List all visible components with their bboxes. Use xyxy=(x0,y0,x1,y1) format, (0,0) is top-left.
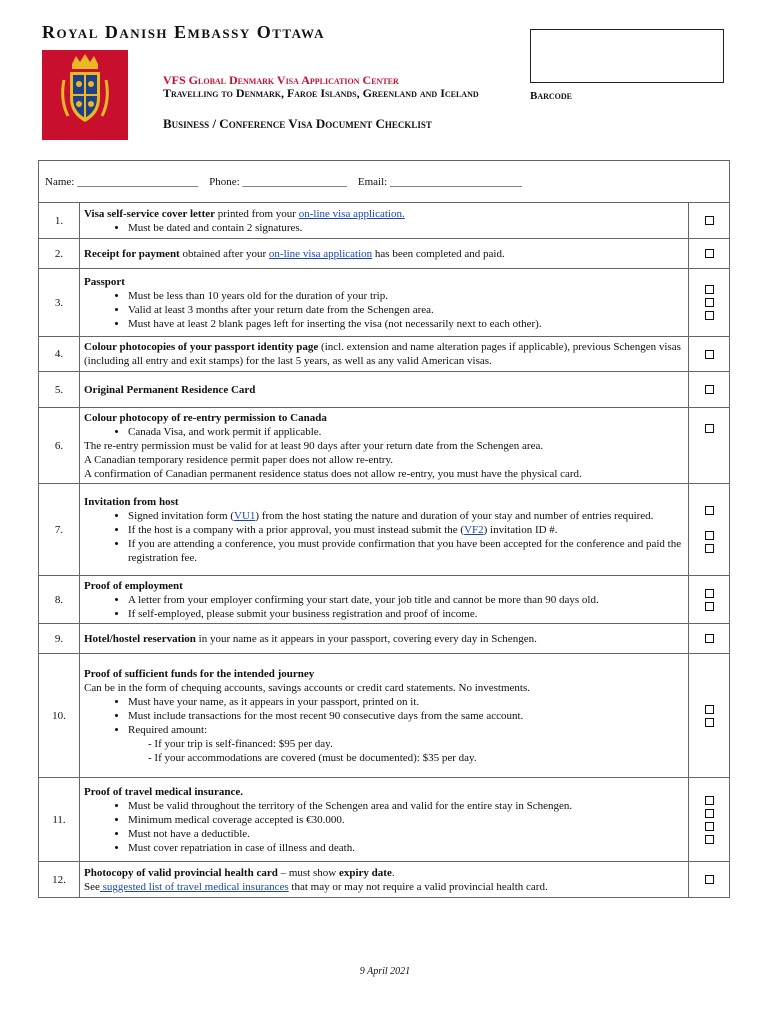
checkbox[interactable] xyxy=(705,718,714,727)
item-text: printed from your xyxy=(215,207,299,220)
row-number: 7. xyxy=(39,484,80,576)
expiry-date-label: expiry date xyxy=(338,866,392,879)
list-item: • Minimum medical coverage accepted is €30.000. xyxy=(128,813,684,827)
item-title: Proof of sufficient funds for the intended journey xyxy=(84,667,315,680)
table-row xyxy=(39,269,730,337)
table-row xyxy=(39,576,730,624)
checkbox[interactable] xyxy=(705,216,714,225)
item-title: Receipt for payment xyxy=(84,247,180,260)
item-text: Signed invitation form ( xyxy=(128,509,235,522)
item-title: Passport xyxy=(84,275,125,288)
item-title: Colour photocopies of your passport identity page xyxy=(84,341,319,353)
checkbox[interactable] xyxy=(705,809,714,818)
item-text: has been completed and paid. xyxy=(372,247,505,260)
item-title: Visa self-service cover letter xyxy=(84,207,216,220)
row-number: 12. xyxy=(39,862,80,898)
online-visa-application-link[interactable]: on-line visa application. xyxy=(298,207,405,220)
list-item xyxy=(128,523,684,537)
table-row xyxy=(39,484,730,576)
checkbox[interactable] xyxy=(705,602,714,611)
email-field[interactable]: Email: ________________________ xyxy=(357,175,522,188)
table-row xyxy=(39,239,730,269)
item-text: Can be in the form of chequing accounts, savings accounts or credit card statements. No investments. xyxy=(84,681,530,694)
row-number: 5. xyxy=(39,372,80,408)
list-item: • Must have at least 2 blank pages left for inserting the visa (not necessarily next to each other). xyxy=(128,317,684,331)
item-text: obtained after your xyxy=(179,247,269,260)
checkbox[interactable] xyxy=(705,544,714,553)
embassy-title: Royal Danish Embassy Ottawa xyxy=(42,22,325,42)
checkbox[interactable] xyxy=(705,506,714,515)
checkbox[interactable] xyxy=(705,285,714,294)
list-item: • If self-employed, please submit your business registration and proof of income. xyxy=(128,607,684,621)
online-visa-application-link[interactable]: on-line visa application xyxy=(268,247,373,260)
barcode-label: Barcode xyxy=(530,90,573,102)
vfs-travel-destinations: Travelling to Denmark, Faroe Islands, Greenland and Iceland xyxy=(163,86,479,100)
row-number: 10. xyxy=(39,654,80,778)
list-item: • Must be dated and contain 2 signatures. xyxy=(128,221,684,235)
table-row xyxy=(39,408,730,484)
list-item: • A letter from your employer confirming your start date, your job title and cannot be more than 90 days old. xyxy=(128,593,684,607)
list-item: - If your trip is self-financed: $95 per day. xyxy=(148,737,684,751)
item-text: in your name as it appears in your passport, covering every day in Schengen. xyxy=(195,632,537,645)
list-item: • Must cover repatriation in case of illness and death. xyxy=(128,841,684,855)
list-item xyxy=(128,509,684,523)
list-item: • Must not have a deductible. xyxy=(128,827,684,841)
table-row xyxy=(39,372,730,408)
table-row xyxy=(39,654,730,778)
item-title: Proof of travel medical insurance. xyxy=(84,785,243,798)
list-item: • Canada Visa, and work permit if applicable. xyxy=(128,425,684,439)
checkbox[interactable] xyxy=(705,796,714,805)
item-text: ) invitation ID #. xyxy=(483,523,558,536)
phone-field[interactable]: Phone: ___________________ xyxy=(209,175,347,188)
row-number: 11. xyxy=(39,778,80,862)
item-title: Proof of employment xyxy=(84,579,183,592)
item-title: Original Permanent Residence Card xyxy=(84,383,256,396)
checkbox[interactable] xyxy=(705,634,714,643)
checkbox[interactable] xyxy=(705,385,714,394)
item-text: See xyxy=(84,880,100,893)
item-text: (incl. extension and name alteration pages if applicable), previous Schengen visas (including all entry and exit stamps) for the last 5 years, as well as any valid American visas. xyxy=(84,341,681,367)
table-row xyxy=(39,624,730,654)
list-item: • If you are attending a conference, you must provide confirmation that you have been accepted for the conference and paid the registration fee. xyxy=(128,537,684,565)
list-item: • Must include transactions for the most recent 90 consecutive days from the same account. xyxy=(128,709,684,723)
list-item: • Must be less than 10 years old for the duration of your trip. xyxy=(128,289,684,303)
table-row xyxy=(39,862,730,898)
row-number: 6. xyxy=(39,408,80,484)
travel-insurance-list-link[interactable]: suggested list of travel medical insurances xyxy=(99,880,289,893)
item-text: The re-entry permission must be valid for at least 90 days after your return date from the Schengen area. xyxy=(84,439,544,452)
item-text: If the host is a company with a prior approval, you must instead submit the ( xyxy=(128,523,465,536)
checkbox[interactable] xyxy=(705,531,714,540)
table-row xyxy=(39,778,730,862)
item-text: ) from the host stating the nature and duration of your stay and number of entries required. xyxy=(255,509,654,522)
checkbox[interactable] xyxy=(705,822,714,831)
list-item: • Must be valid throughout the territory of the Schengen area and valid for the entire stay in Schengen. xyxy=(128,799,684,813)
item-title: Colour photocopy of re-entry permission to Canada xyxy=(84,411,327,424)
row-number: 4. xyxy=(39,337,80,372)
danish-coat-of-arms-logo xyxy=(42,50,128,140)
table-row xyxy=(39,203,730,239)
row-number: 1. xyxy=(39,203,80,239)
list-item: • Valid at least 3 months after your return date from the Schengen area. xyxy=(128,303,684,317)
checkbox[interactable] xyxy=(705,705,714,714)
checkbox[interactable] xyxy=(705,835,714,844)
vf2-form-link[interactable]: VF2 xyxy=(464,523,484,536)
barcode-box xyxy=(530,29,724,83)
checkbox[interactable] xyxy=(705,311,714,320)
row-number: 8. xyxy=(39,576,80,624)
row-number: 2. xyxy=(39,239,80,269)
checkbox[interactable] xyxy=(705,589,714,598)
item-text: that may or may not require a valid provincial health card. xyxy=(288,880,548,893)
item-title: Invitation from host xyxy=(84,495,179,508)
list-item: • Required amount: xyxy=(128,723,684,737)
checkbox[interactable] xyxy=(705,298,714,307)
name-field[interactable]: Name: ______________________ xyxy=(45,175,199,188)
checklist-title: Business / Conference Visa Document Checklist xyxy=(163,116,432,131)
row-number: 3. xyxy=(39,269,80,337)
list-item: - If your accommodations are covered (must be documented): $35 per day. xyxy=(148,751,684,765)
checkbox[interactable] xyxy=(705,875,714,884)
item-title: Hotel/hostel reservation xyxy=(84,632,196,645)
item-text: – must show xyxy=(277,866,339,879)
checkbox[interactable] xyxy=(705,350,714,359)
item-title: Photocopy of valid provincial health card xyxy=(84,866,278,879)
vu1-form-link[interactable]: VU1 xyxy=(234,509,256,522)
document-date: 9 April 2021 xyxy=(359,966,411,977)
checklist-table xyxy=(38,160,730,898)
contact-row xyxy=(39,161,730,203)
checkbox[interactable] xyxy=(705,249,714,258)
item-text: . xyxy=(391,866,395,879)
vfs-center-name: VFS Global Denmark Visa Application Center xyxy=(163,73,399,87)
item-text: A Canadian temporary residence permit paper does not allow re-entry. xyxy=(84,453,394,466)
list-item: • Must have your name, as it appears in your passport, printed on it. xyxy=(128,695,684,709)
item-text: A confirmation of Canadian permanent residence status does not allow re-entry, you must have the physical card. xyxy=(84,467,582,480)
row-number: 9. xyxy=(39,624,80,654)
checkbox[interactable] xyxy=(705,424,714,433)
table-row xyxy=(39,337,730,372)
